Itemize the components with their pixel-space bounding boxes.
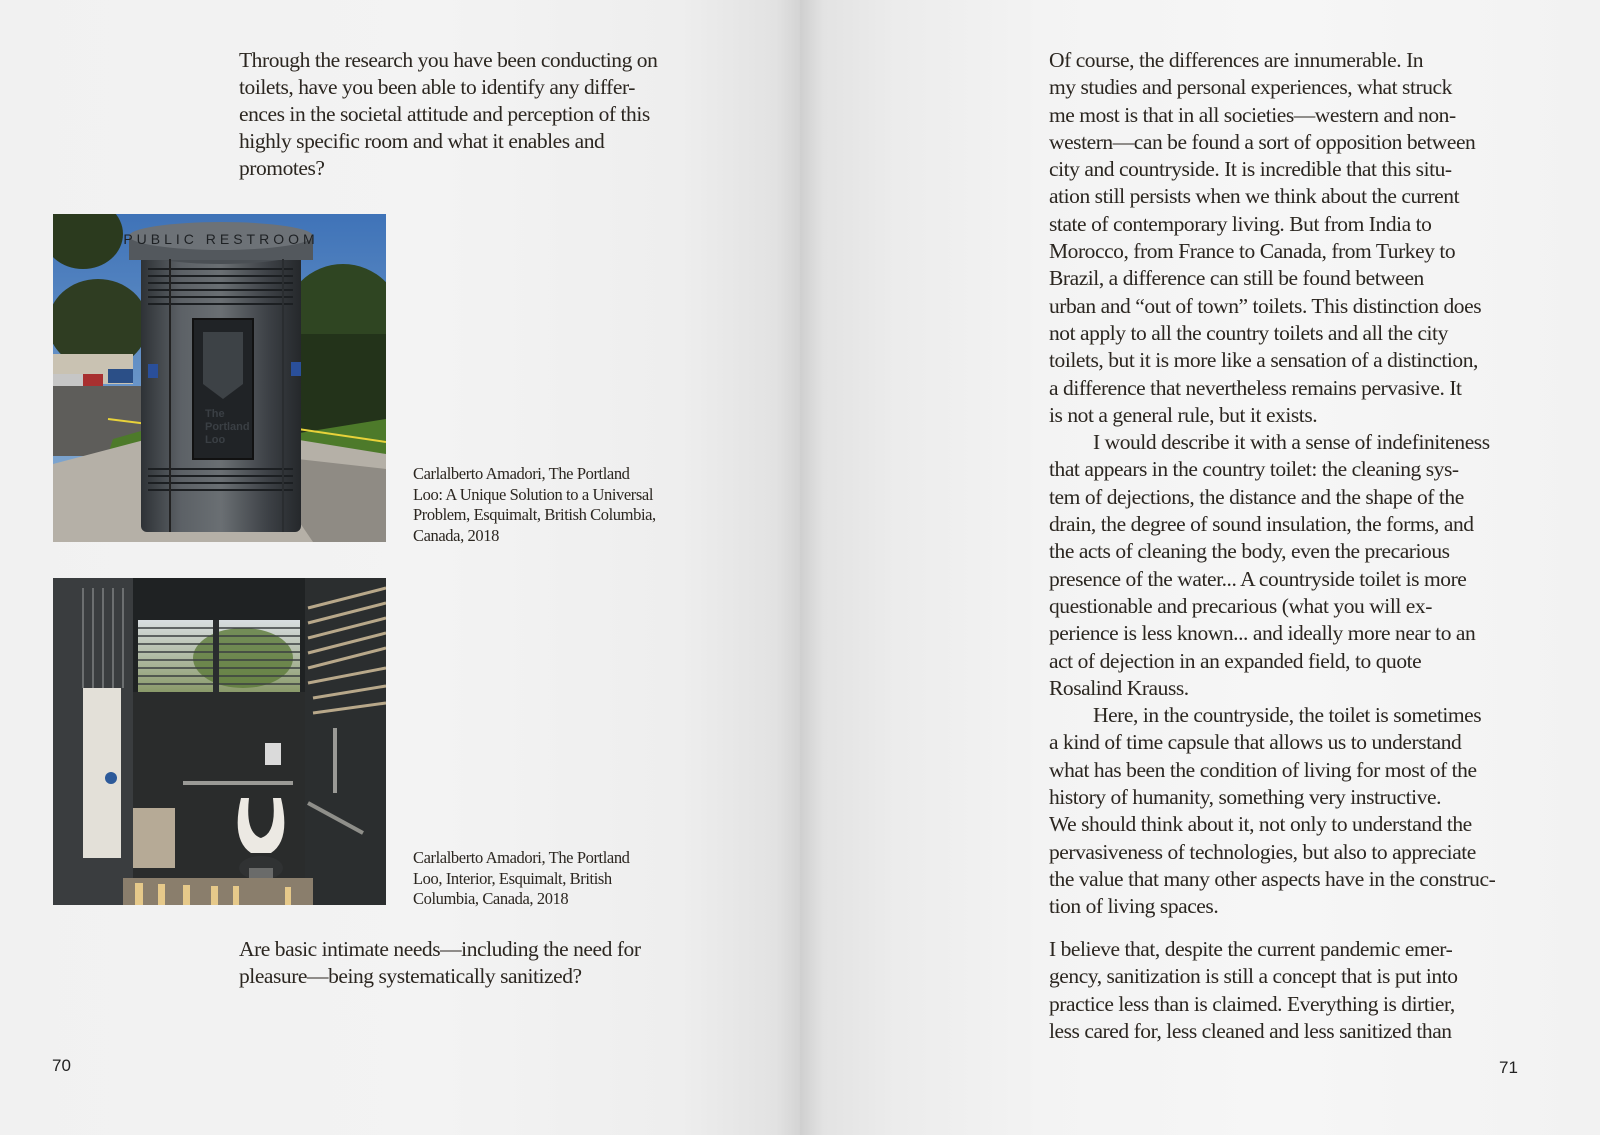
answer-line: ation still persists when we think about the current xyxy=(1049,184,1460,209)
answer-line: my studies and personal experiences, what struck xyxy=(1049,75,1452,100)
answer-line: tion of living spaces. xyxy=(1049,894,1219,919)
right-page xyxy=(800,0,1600,1135)
answer-line: drain, the degree of sound insulation, the forms, and xyxy=(1049,512,1474,537)
answer-line: Brazil, a difference can still be found between xyxy=(1049,266,1424,291)
answer-line: questionable and precarious (what you will ex- xyxy=(1049,593,1432,618)
answer-line: Of course, the differences are innumerable. In xyxy=(1049,48,1424,72)
answer-line: me most is that in all societies—western and non- xyxy=(1049,102,1456,127)
question-line: toilets, have you been able to identify any differ- xyxy=(239,75,635,99)
caption-line: Loo: A Unique Solution to a Universal xyxy=(413,484,654,504)
answer-line-indented: I would describe it with a sense of indefiniteness xyxy=(1093,430,1490,455)
question-line: Through the research you have been conducting on xyxy=(239,48,658,72)
caption-line: Loo, Interior, Esquimalt, British xyxy=(413,868,612,888)
answer-line: Rosalind Krauss. xyxy=(1049,675,1189,700)
answer-line: pervasiveness of technologies, but also to appreciate xyxy=(1049,839,1476,864)
question-line: ences in the societal attitude and perception of this xyxy=(239,102,650,126)
question-1 xyxy=(239,47,719,182)
answer-line-indented: Here, in the countryside, the toilet is sometimes xyxy=(1093,703,1482,728)
answer-line: less cared for, less cleaned and less sanitized than xyxy=(1049,1018,1452,1043)
answer-line: act of dejection in an expanded field, to quote xyxy=(1049,648,1422,673)
question-line: highly specific room and what it enables and xyxy=(239,129,605,153)
answer-line: that appears in the country toilet: the cleaning sys- xyxy=(1049,457,1459,482)
answer-line: perience is less known... and ideally more near to an xyxy=(1049,621,1476,646)
answer-2 xyxy=(1049,936,1529,1045)
svg-text:Loo: Loo xyxy=(205,434,226,446)
caption-photo-1 xyxy=(413,464,703,546)
question-line: Are basic intimate needs—including the need for xyxy=(239,937,641,961)
caption-line: Problem, Esquimalt, British Columbia, xyxy=(413,505,656,524)
answer-line: urban and “out of town” toilets. This distinction does xyxy=(1049,293,1482,318)
answer-line: not apply to all the country toilets and all the city xyxy=(1049,320,1448,345)
answer-1 xyxy=(1049,47,1529,921)
caption-photo-2 xyxy=(413,848,703,910)
answer-line: presence of the water... A countryside toilet is more xyxy=(1049,566,1467,591)
answer-line: a difference that nevertheless remains pervasive. It xyxy=(1049,375,1462,400)
caption-line: Canada, 2018 xyxy=(413,525,499,545)
caption-line: Columbia, Canada, 2018 xyxy=(413,889,569,908)
svg-text:PUBLIC RESTROOM: PUBLIC RESTROOM xyxy=(123,231,319,247)
answer-line: I believe that, despite the current pandemic emer- xyxy=(1049,937,1453,961)
answer-line: We should think about it, not only to understand the xyxy=(1049,812,1472,837)
photo-portland-loo-exterior xyxy=(53,214,386,542)
question-2 xyxy=(239,936,719,990)
answer-line: what has been the condition of living for most of the xyxy=(1049,757,1477,782)
answer-line: gency, sanitization is still a concept that is put into xyxy=(1049,964,1458,989)
answer-line: the value that many other aspects have in the construc- xyxy=(1049,866,1496,891)
answer-line: tem of dejections, the distance and the shape of the xyxy=(1049,484,1464,509)
svg-text:Portland: Portland xyxy=(205,421,250,433)
answer-line: state of contemporary living. But from India to xyxy=(1049,211,1432,236)
caption-line: Carlalberto Amadori, The Portland xyxy=(413,464,630,483)
answer-line: Morocco, from France to Canada, from Turkey to xyxy=(1049,239,1456,264)
answer-line: western—can be found a sort of opposition between xyxy=(1049,129,1476,154)
answer-line: toilets, but it is more like a sensation of a distinction, xyxy=(1049,348,1478,373)
answer-line: the acts of cleaning the body, even the precarious xyxy=(1049,539,1450,564)
answer-line: is not a general rule, but it exists. xyxy=(1049,402,1318,427)
photo-portland-loo-interior xyxy=(53,578,386,905)
question-line: promotes? xyxy=(239,156,325,180)
answer-line: practice less than is claimed. Everything is dirtier, xyxy=(1049,991,1455,1016)
answer-line: history of humanity, something very instructive. xyxy=(1049,785,1442,810)
page-number-right: 71 xyxy=(1499,1058,1518,1077)
answer-line: city and countryside. It is incredible that this situ- xyxy=(1049,157,1452,182)
page-number-left: 70 xyxy=(52,1056,71,1075)
svg-text:The: The xyxy=(205,408,225,420)
caption-line: Carlalberto Amadori, The Portland xyxy=(413,848,630,867)
question-line: pleasure—being systematically sanitized? xyxy=(239,964,582,988)
answer-line: a kind of time capsule that allows us to understand xyxy=(1049,730,1462,755)
